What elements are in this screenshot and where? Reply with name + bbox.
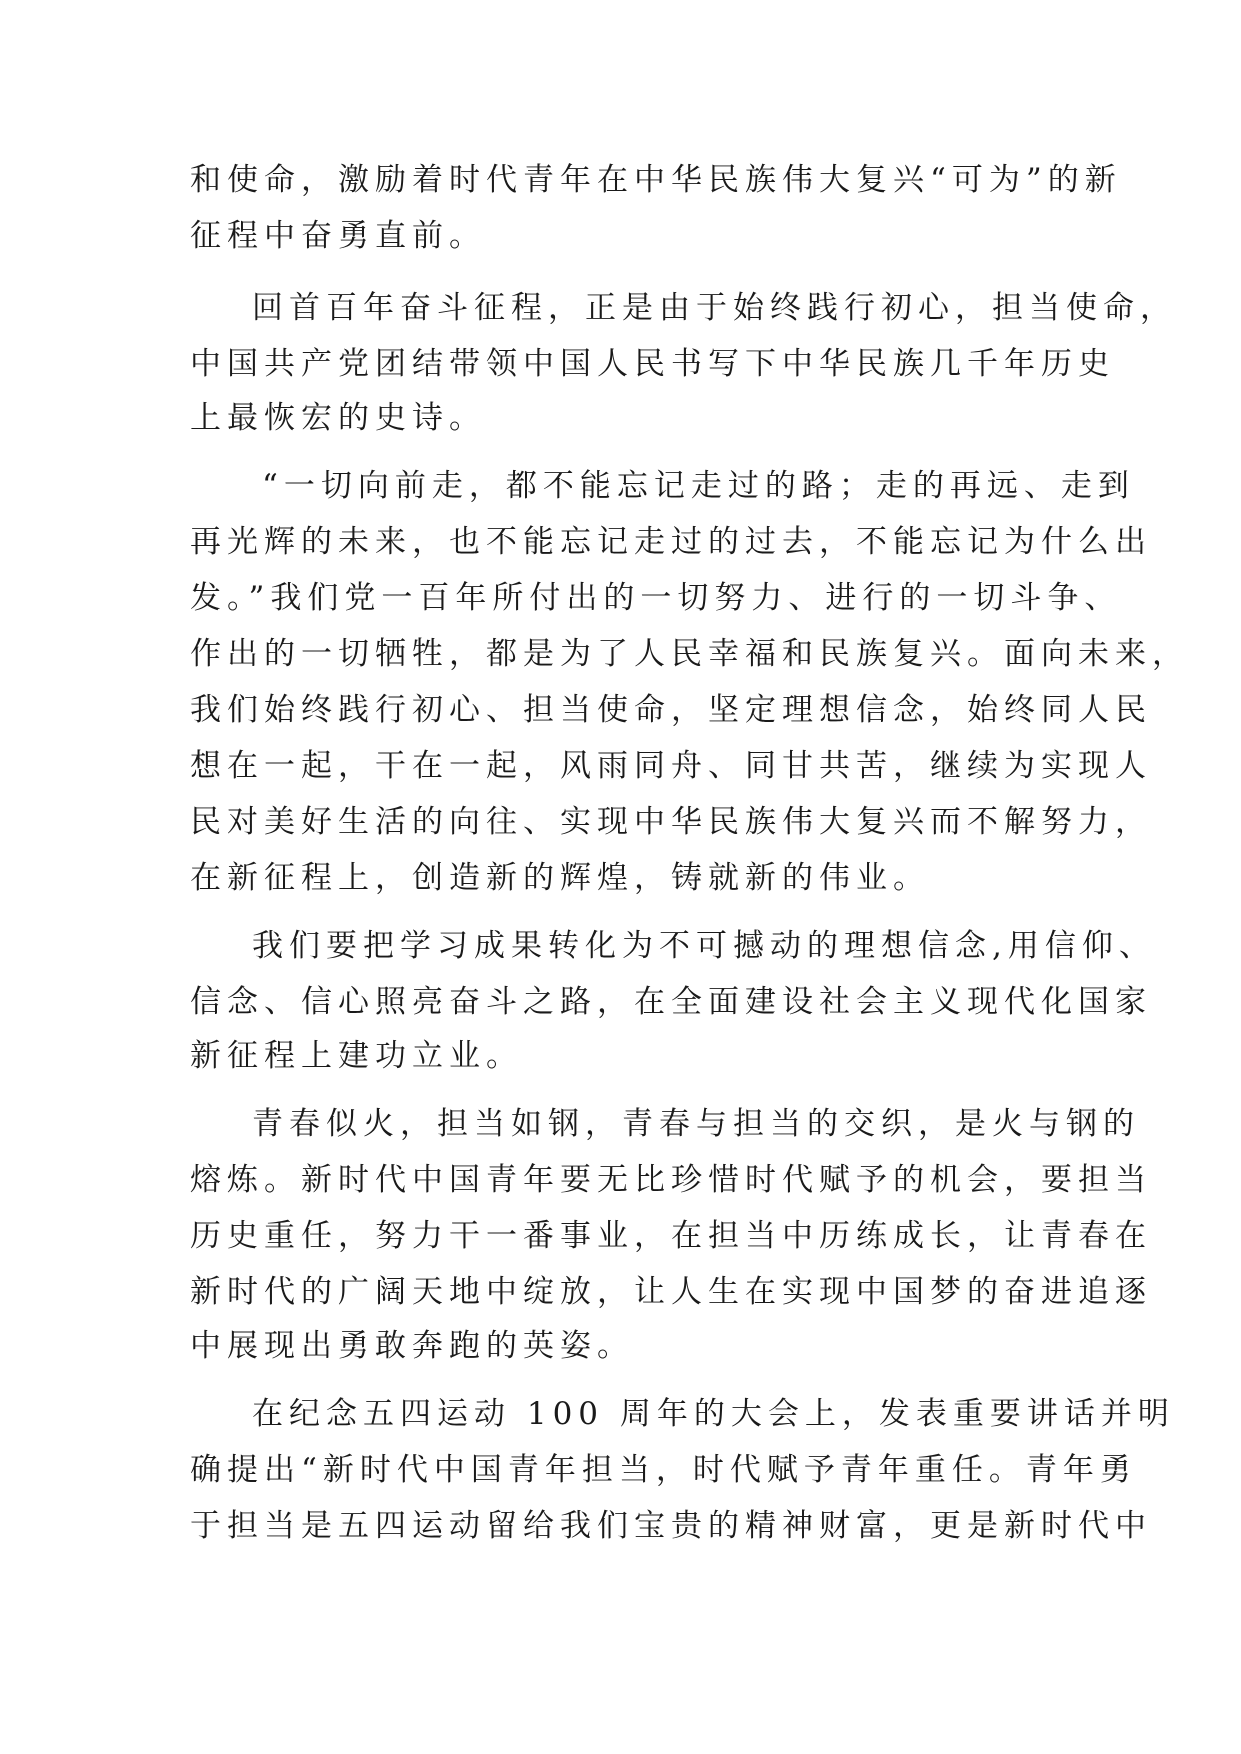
text-line: 新时代的广阔天地中绽放，让人生在实现中国梦的奋进追逐 xyxy=(190,1274,1152,1310)
text-line: 我们始终践行初心、担当使命，坚定理想信念，始终同人民 xyxy=(190,692,1152,728)
text-line: 想在一起，干在一起，风雨同舟、同甘共苦，继续为实现人 xyxy=(190,748,1152,784)
text-line: 确提出“新时代中国青年担当，时代赋予青年重任。青年勇 xyxy=(190,1452,1137,1488)
text-line: 在新征程上，创造新的辉煌，铸就新的伟业。 xyxy=(190,860,930,896)
text-line: 新征程上建功立业。 xyxy=(190,1038,523,1074)
text-line: 民对美好生活的向往、实现中华民族伟大复兴而不解努力， xyxy=(190,804,1152,840)
text-line: 于担当是五四运动留给我们宝贵的精神财富，更是新时代中 xyxy=(190,1508,1152,1544)
text-line: 中展现出勇敢奔跑的英姿。 xyxy=(190,1328,634,1364)
paragraph-start-line: 我们要把学习成果转化为不可撼动的理想信念,用信仰、 xyxy=(252,928,1156,964)
paragraph-start-line: “一切向前走，都不能忘记走过的路；走的再远、走到 xyxy=(262,468,1135,504)
text-line: 发。”我们党一百年所付出的一切努力、进行的一切斗争、 xyxy=(190,580,1122,616)
text-line: 中国共产党团结带领中国人民书写下中华民族几千年历史 xyxy=(190,346,1115,382)
text-line: 信念、信心照亮奋斗之路，在全面建设社会主义现代化国家 xyxy=(190,984,1152,1020)
text-line: 作出的一切牺牲，都是为了人民幸福和民族复兴。面向未来， xyxy=(190,636,1189,672)
text-line: 上最恢宏的史诗。 xyxy=(190,400,486,436)
text-line: 再光辉的未来，也不能忘记走过的过去，不能忘记为什么出 xyxy=(190,524,1152,560)
paragraph-start-line: 青春似火，担当如钢，青春与担当的交织，是火与钢的 xyxy=(252,1106,1140,1142)
text-line: 征程中奋勇直前。 xyxy=(190,218,486,254)
text-line: 和使命，激励着时代青年在中华民族伟大复兴“可为”的新 xyxy=(190,162,1122,198)
paragraph-start-line: 在纪念五四运动 100 周年的大会上，发表重要讲话并明 xyxy=(252,1396,1175,1432)
text-line: 熔炼。新时代中国青年要无比珍惜时代赋予的机会，要担当 xyxy=(190,1162,1152,1198)
text-line: 历史重任，努力干一番事业，在担当中历练成长，让青春在 xyxy=(190,1218,1152,1254)
paragraph-start-line: 回首百年奋斗征程，正是由于始终践行初心，担当使命， xyxy=(252,290,1177,326)
